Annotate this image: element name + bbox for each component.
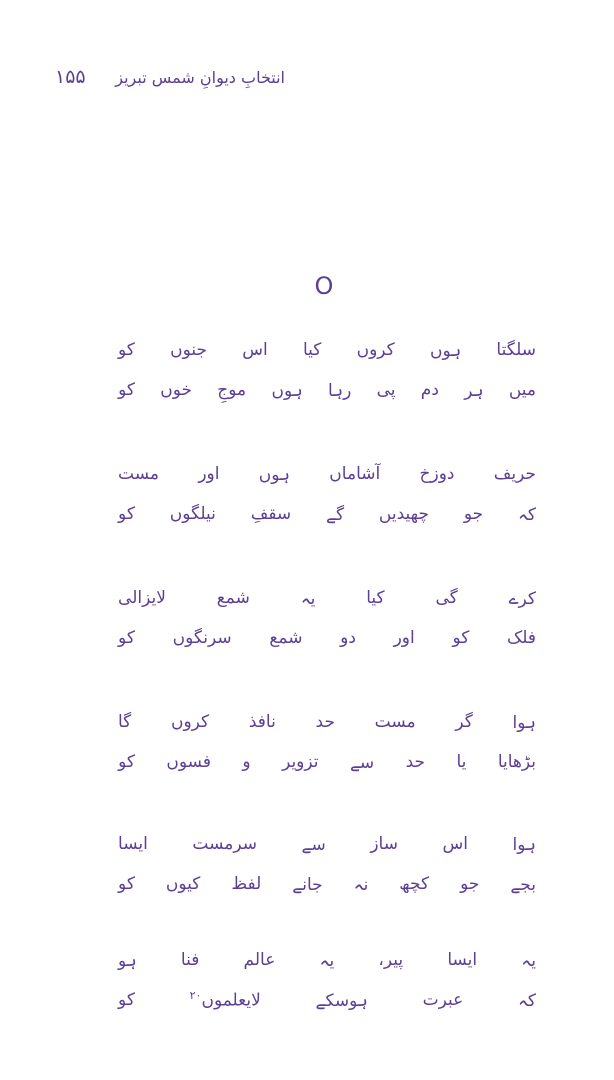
verse-word: فلک — [507, 628, 536, 648]
verse-word: کو — [118, 340, 135, 360]
verse-word: میں — [508, 380, 536, 400]
verse-word: کہ — [517, 990, 536, 1011]
verse-word: کروں — [356, 340, 395, 360]
verse-word: کروں — [170, 712, 210, 732]
verse-word: ایسا — [118, 834, 148, 854]
verse-word: نافذ — [248, 712, 276, 732]
verse-word: کو — [118, 628, 135, 648]
verse-word: سرمست — [192, 834, 257, 854]
verse-word: فسوں — [166, 752, 211, 772]
verse-word: کو — [118, 504, 135, 524]
verse-line — [118, 742, 536, 782]
verse-word: اور — [198, 464, 220, 484]
verse-word: یہ — [521, 950, 536, 971]
verse-line — [118, 702, 536, 742]
verse-word: کیا — [366, 588, 385, 608]
stanza — [118, 330, 536, 410]
verse-word: یا — [456, 752, 467, 772]
stanza — [118, 824, 536, 904]
stanza — [118, 702, 536, 782]
verse-word: سے — [301, 834, 326, 855]
verse-word: ہو — [118, 950, 137, 971]
verse-word: مست — [374, 712, 416, 732]
verse-word: گر — [455, 712, 473, 732]
verse-word: خوں — [160, 380, 193, 400]
verse-word: ہوا — [512, 712, 536, 733]
footnote-marker: ۲۰ — [189, 989, 202, 1003]
verse-word: پی — [376, 380, 396, 400]
verse-word: نیلگوں — [169, 504, 216, 524]
verse-word: دم — [420, 380, 439, 400]
verse-word: گی — [435, 588, 458, 608]
verse-word: نہ — [353, 874, 369, 895]
verse-word: ہوں — [271, 380, 303, 401]
verse-word: حریف — [493, 464, 536, 484]
verse-word: کرے — [508, 588, 536, 609]
verse-word: جو — [460, 874, 480, 894]
verse-word: یہ — [300, 588, 316, 609]
verse-word: پیر، — [378, 950, 404, 970]
verse-word: ہوسکے — [315, 990, 368, 1011]
verse-word: حد — [405, 752, 426, 772]
verse-word: ساز — [370, 834, 398, 854]
verse-word: ایسا — [447, 950, 478, 970]
verse-line — [118, 330, 536, 370]
verse-word: بڑھایا — [497, 752, 536, 772]
verse-word: کیا — [302, 340, 322, 360]
verse-word: ہوں — [429, 340, 462, 361]
verse-word: و — [242, 752, 251, 772]
verse-line — [118, 980, 536, 1020]
verse-word: مست — [118, 464, 160, 484]
verse-line — [118, 940, 536, 980]
verse-word: کہ — [517, 504, 536, 525]
verse-word: ہوا — [512, 834, 536, 855]
verse-word: لایزالی — [118, 588, 166, 608]
verse-word: اس — [242, 340, 268, 360]
verse-word: آشاماں — [329, 464, 381, 484]
verse-word: حد — [315, 712, 335, 732]
verse-word: موجِ — [217, 380, 247, 400]
verse-word: کچھ — [399, 874, 430, 894]
verse-word: گے — [326, 504, 345, 525]
verse-word: جنوں — [170, 340, 208, 360]
verse-word: چھیدیں — [378, 504, 429, 524]
verse-line — [118, 578, 536, 618]
verse-line — [118, 454, 536, 494]
verse-line — [118, 618, 536, 658]
page-number: ۱۵۵ — [55, 66, 86, 88]
verse-word: کو — [118, 874, 135, 894]
verse-word: تزویر — [282, 752, 319, 772]
verse-line — [118, 824, 536, 864]
verse-word: فنا — [180, 950, 200, 970]
stanza — [118, 454, 536, 534]
verse-word: ہر — [464, 380, 484, 401]
verse-word: اس — [442, 834, 468, 854]
verse-word: سقفِ — [250, 504, 292, 524]
verse-word: عالم — [243, 950, 276, 970]
verse-word: سرنگوں — [172, 628, 232, 648]
page-header — [55, 62, 285, 92]
verse-word: بجے — [510, 874, 536, 895]
verse-word: عبرت — [422, 990, 464, 1010]
verse-line — [118, 864, 536, 904]
verse-word: جانے — [292, 874, 323, 895]
verse-word: کو — [118, 990, 135, 1010]
verse-word: سے — [349, 752, 375, 773]
running-title: انتخابِ دیوانِ شمس تبریز — [115, 67, 285, 87]
section-mark: O — [314, 272, 334, 300]
verse-line — [118, 370, 536, 410]
verse-word: جو — [463, 504, 484, 524]
stanza — [118, 578, 536, 658]
verse-word: ہوں — [258, 464, 290, 485]
verse-word: گا — [118, 712, 132, 732]
stanza — [118, 940, 536, 1020]
verse-line — [118, 494, 536, 534]
verse-word: دو — [340, 628, 356, 648]
verse-word: دوزخ — [419, 464, 455, 484]
verse-word: لفظ — [231, 874, 262, 894]
verse-word: شمع — [216, 588, 250, 608]
verse-word: کو — [452, 628, 470, 648]
verse-word: سلگتا — [496, 340, 536, 360]
verse-word: رہا — [327, 380, 352, 401]
verse-word: کو — [118, 752, 135, 772]
verse-word: کیوں — [165, 874, 201, 894]
verse-word: کو — [118, 380, 135, 400]
verse-word: لایعلموں۲۰ — [189, 989, 261, 1011]
verse-word: شمع — [269, 628, 303, 648]
verse-word: یہ — [319, 950, 335, 971]
verse-word: اور — [393, 628, 415, 648]
